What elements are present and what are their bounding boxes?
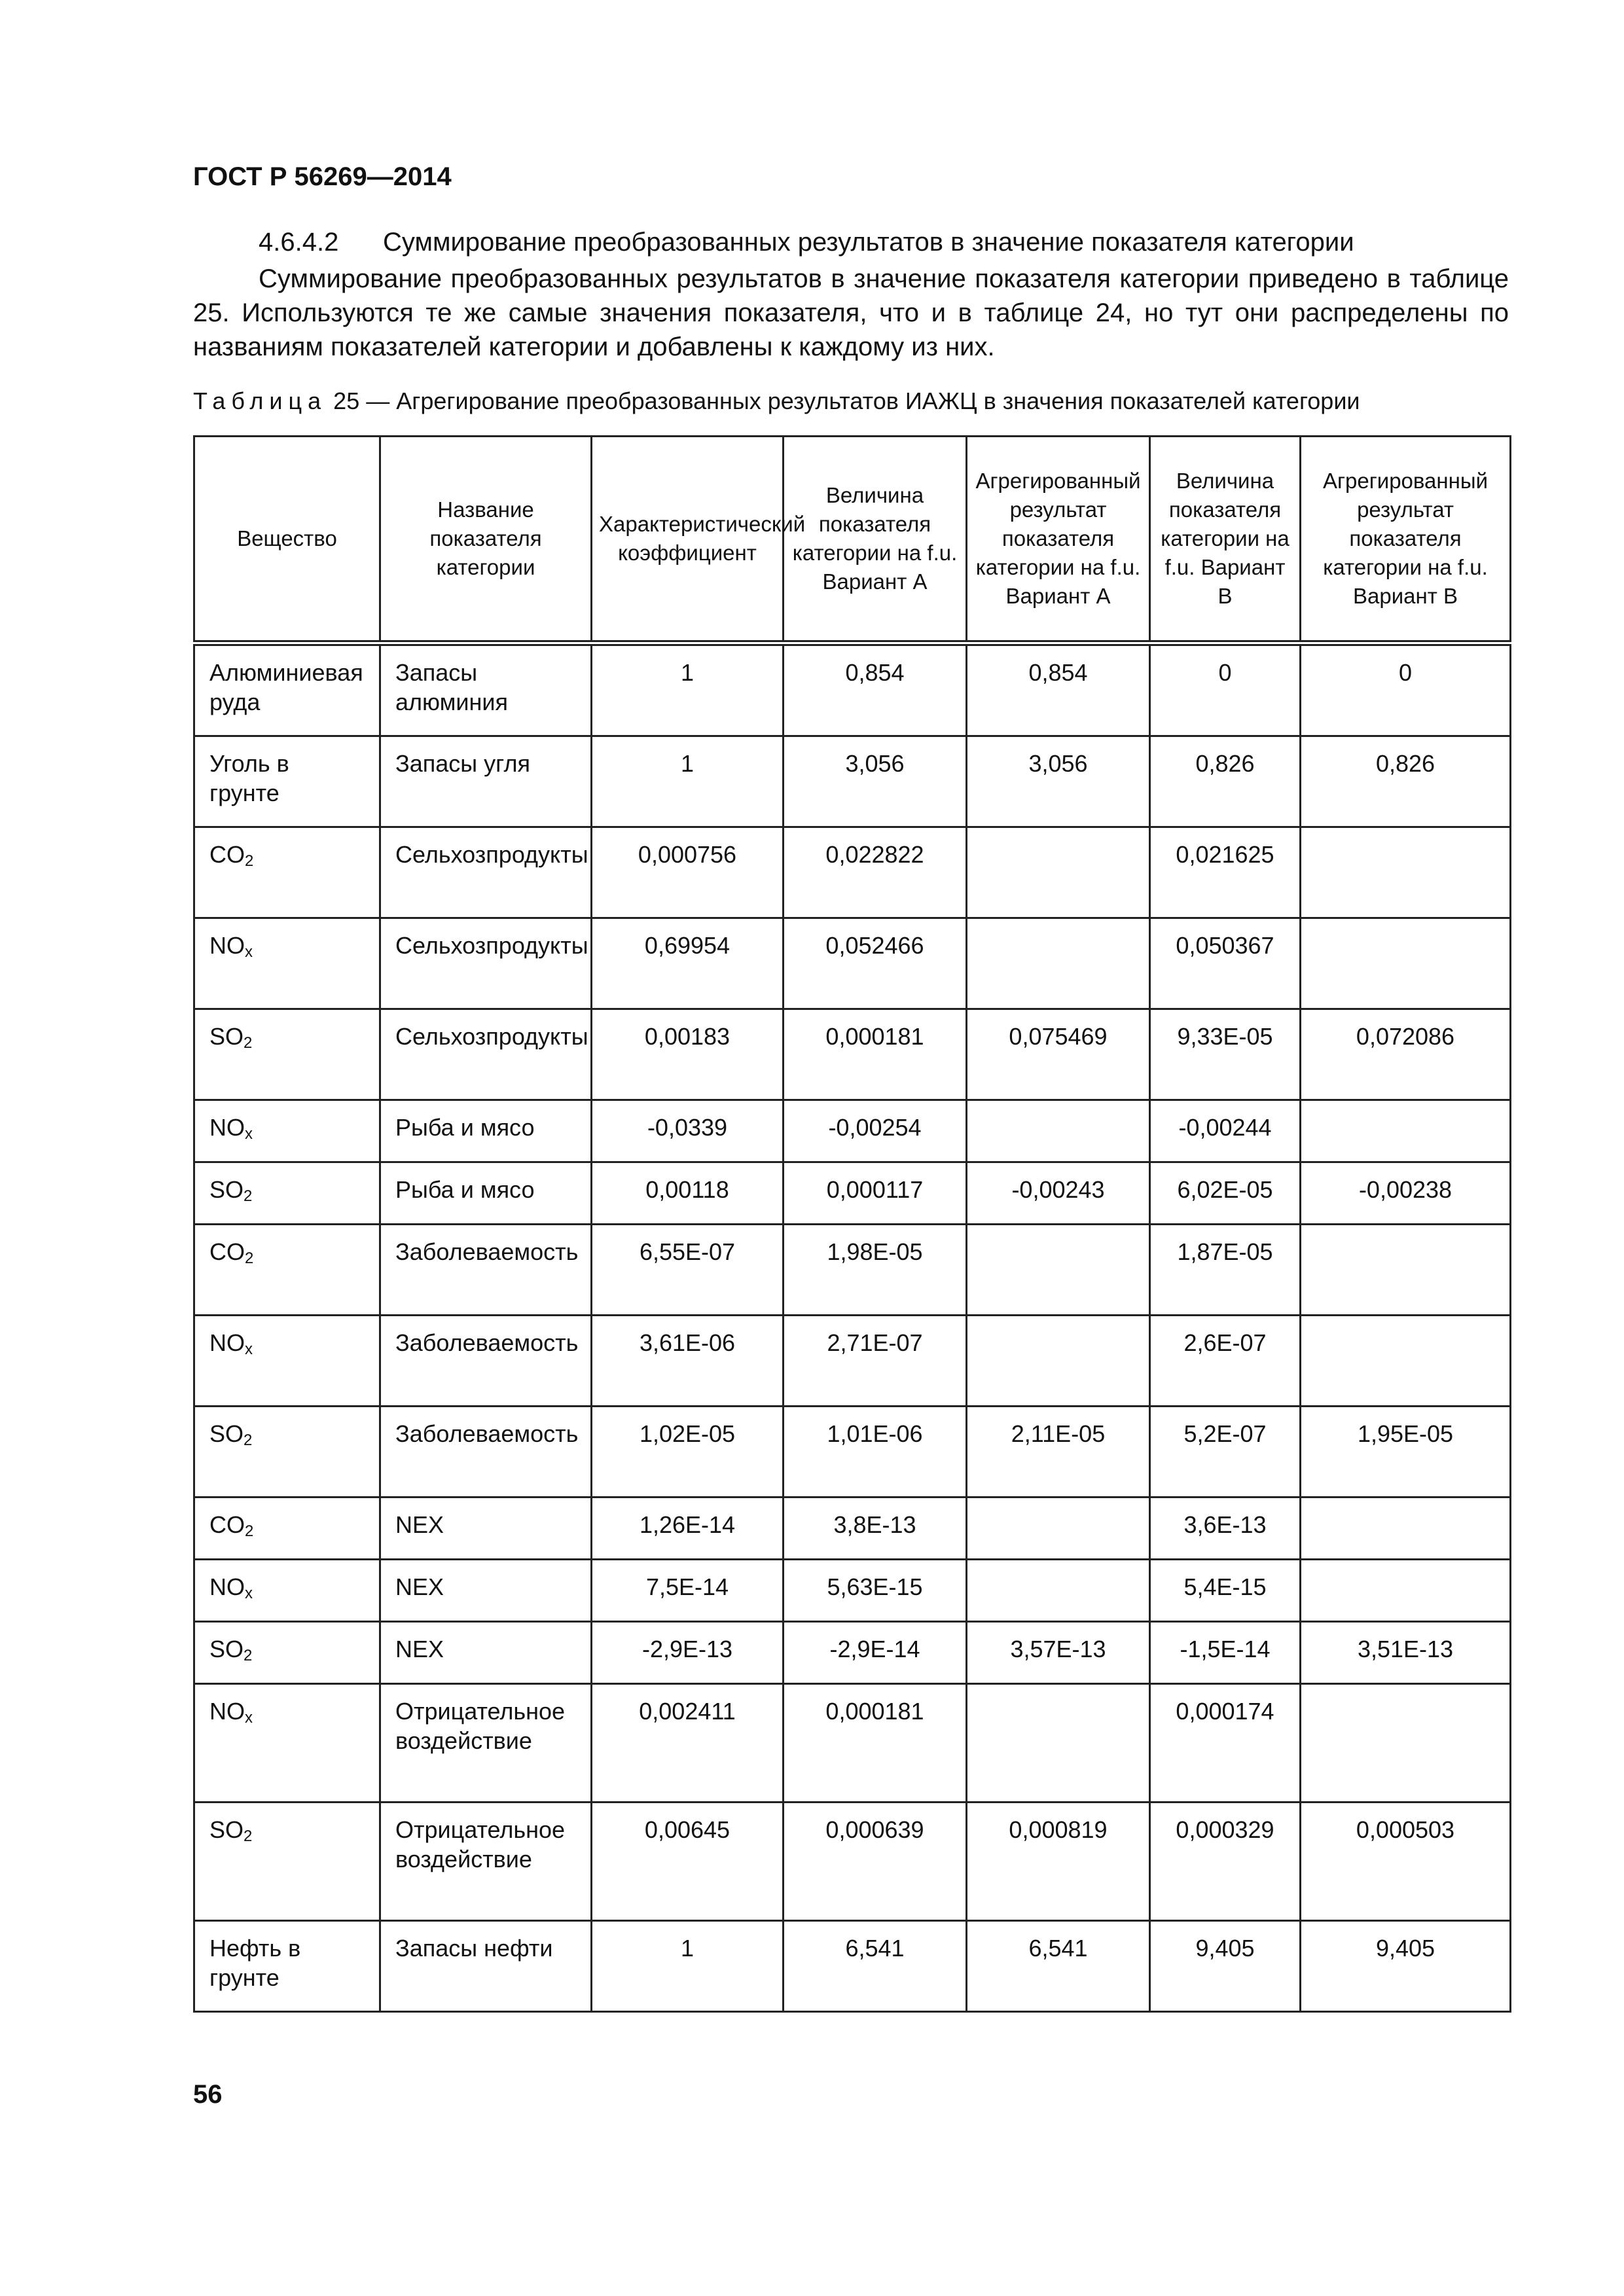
table-row — [194, 736, 1511, 827]
substance-subscript: 2 — [244, 1187, 253, 1205]
cell-substance: Алюминиевая руда — [194, 643, 380, 736]
cell-substance — [194, 1162, 380, 1225]
cell-category: Отрицательное воздействие — [380, 1803, 592, 1921]
cell-coefficient: 1,02E-05 — [592, 1407, 784, 1498]
cell-category: Отрицательное воздействие — [380, 1684, 592, 1803]
cell-coefficient: 1 — [592, 643, 784, 736]
cell-aggregated-b — [1301, 827, 1511, 918]
cell-aggregated-a — [967, 1316, 1150, 1407]
cell-aggregated-b — [1301, 918, 1511, 1009]
cell-value-a: 1,01E-06 — [784, 1407, 967, 1498]
substance-formula: SO — [209, 1023, 244, 1050]
cell-aggregated-a — [967, 1684, 1150, 1803]
table-caption — [193, 387, 1360, 415]
substance-formula: CO — [209, 841, 245, 868]
cell-substance — [194, 918, 380, 1009]
cell-coefficient: 3,61E-06 — [592, 1316, 784, 1407]
cell-category: NEX — [380, 1622, 592, 1684]
substance-formula: SO — [209, 1176, 244, 1203]
cell-coefficient: 0,002411 — [592, 1684, 784, 1803]
cell-aggregated-a: -0,00243 — [967, 1162, 1150, 1225]
substance-subscript: 2 — [245, 852, 254, 870]
cell-substance — [194, 1316, 380, 1407]
cell-substance: Нефть в грунте — [194, 1921, 380, 2012]
table-row — [194, 918, 1511, 1009]
substance-subscript: 2 — [245, 1522, 254, 1540]
table-row — [194, 1225, 1511, 1316]
cell-value-b: -1,5E-14 — [1150, 1622, 1301, 1684]
cell-aggregated-a — [967, 1498, 1150, 1560]
substance-subscript: x — [245, 1340, 253, 1358]
cell-substance — [194, 1684, 380, 1803]
cell-value-b: -0,00244 — [1150, 1100, 1301, 1162]
substance-formula: NO — [209, 1698, 245, 1725]
cell-value-b: 9,405 — [1150, 1921, 1301, 2012]
cell-category: Запасы алюминия — [380, 643, 592, 736]
cell-value-b: 0 — [1150, 643, 1301, 736]
document-code: ГОСТ Р 56269—2014 — [193, 162, 452, 191]
cell-value-a: 0,000181 — [784, 1684, 967, 1803]
cell-coefficient: 7,5E-14 — [592, 1560, 784, 1622]
page-number: 56 — [193, 2080, 223, 2109]
cell-substance — [194, 1407, 380, 1498]
substance-subscript: x — [245, 943, 253, 961]
cell-aggregated-b — [1301, 1100, 1511, 1162]
cell-aggregated-b — [1301, 1684, 1511, 1803]
cell-aggregated-b: 0,072086 — [1301, 1009, 1511, 1100]
cell-coefficient: -2,9E-13 — [592, 1622, 784, 1684]
table-row — [194, 1162, 1511, 1225]
table-row — [194, 1009, 1511, 1100]
cell-aggregated-a — [967, 1560, 1150, 1622]
table-row — [194, 1684, 1511, 1803]
cell-aggregated-b: 9,405 — [1301, 1921, 1511, 2012]
table-caption-label: Таблица — [193, 387, 327, 414]
substance-subscript: x — [245, 1125, 253, 1143]
cell-aggregated-a — [967, 918, 1150, 1009]
cell-category: Запасы угля — [380, 736, 592, 827]
cell-value-b: 0,000174 — [1150, 1684, 1301, 1803]
cell-value-b: 9,33E-05 — [1150, 1009, 1301, 1100]
table-caption-number: 25 — [333, 387, 360, 414]
table-row — [194, 1498, 1511, 1560]
cell-value-a: 0,000117 — [784, 1162, 967, 1225]
header-value-variant-b: Величина показателя категории на f.u. Вариант В — [1150, 437, 1301, 643]
cell-value-a: 0,000639 — [784, 1803, 967, 1921]
table-row — [194, 1407, 1511, 1498]
substance-formula: CO — [209, 1511, 245, 1538]
cell-aggregated-a — [967, 1100, 1150, 1162]
cell-substance — [194, 1622, 380, 1684]
cell-category: Сельхозпродукты — [380, 827, 592, 918]
cell-category: Сельхозпродукты — [380, 918, 592, 1009]
cell-aggregated-b: 0 — [1301, 643, 1511, 736]
cell-aggregated-b — [1301, 1225, 1511, 1316]
substance-formula: NO — [209, 1114, 245, 1141]
results-table — [193, 435, 1511, 2013]
header-substance: Вещество — [194, 437, 380, 643]
cell-value-a: 1,98E-05 — [784, 1225, 967, 1316]
cell-category: Рыба и мясо — [380, 1162, 592, 1225]
cell-coefficient: 0,00645 — [592, 1803, 784, 1921]
cell-substance — [194, 1803, 380, 1921]
cell-value-a: 0,052466 — [784, 918, 967, 1009]
header-aggregated-variant-a: Агрегированный результат показателя категории на f.u. Вариант А — [967, 437, 1150, 643]
cell-value-a: 5,63E-15 — [784, 1560, 967, 1622]
cell-substance — [194, 1225, 380, 1316]
cell-value-b: 0,826 — [1150, 736, 1301, 827]
header-characteristic-coefficient: Характеристический коэффициент — [592, 437, 784, 643]
cell-value-b: 6,02E-05 — [1150, 1162, 1301, 1225]
cell-aggregated-a: 0,000819 — [967, 1803, 1150, 1921]
section-title: Суммирование преобразованных результатов в значение показателя категории — [383, 228, 1354, 257]
substance-formula: NO — [209, 1573, 245, 1600]
header-category-name: Название показателя категории — [380, 437, 592, 643]
cell-value-b: 5,4E-15 — [1150, 1560, 1301, 1622]
substance-formula: NO — [209, 1329, 245, 1356]
substance-subscript: 2 — [245, 1249, 254, 1267]
cell-aggregated-b — [1301, 1498, 1511, 1560]
table-row — [194, 1622, 1511, 1684]
cell-substance — [194, 1498, 380, 1560]
table-row — [194, 1921, 1511, 2012]
substance-subscript: x — [245, 1585, 253, 1602]
cell-value-b: 0,000329 — [1150, 1803, 1301, 1921]
header-aggregated-variant-b: Агрегированный результат показателя категории на f.u. Вариант В — [1301, 437, 1511, 643]
cell-aggregated-a — [967, 1225, 1150, 1316]
cell-aggregated-b — [1301, 1560, 1511, 1622]
cell-category: NEX — [380, 1498, 592, 1560]
cell-value-b: 3,6E-13 — [1150, 1498, 1301, 1560]
cell-aggregated-b: -0,00238 — [1301, 1162, 1511, 1225]
cell-category: Сельхозпродукты — [380, 1009, 592, 1100]
cell-coefficient: -0,0339 — [592, 1100, 784, 1162]
cell-aggregated-b: 0,000503 — [1301, 1803, 1511, 1921]
table-row — [194, 1316, 1511, 1407]
cell-category: NEX — [380, 1560, 592, 1622]
cell-value-a: 0,022822 — [784, 827, 967, 918]
cell-value-b: 0,021625 — [1150, 827, 1301, 918]
cell-substance — [194, 1009, 380, 1100]
header-value-variant-a: Величина показателя категории на f.u. Вариант А — [784, 437, 967, 643]
cell-coefficient: 0,00183 — [592, 1009, 784, 1100]
cell-category: Рыба и мясо — [380, 1100, 592, 1162]
cell-coefficient: 1 — [592, 736, 784, 827]
substance-formula: SO — [209, 1816, 244, 1843]
cell-aggregated-b — [1301, 1316, 1511, 1407]
cell-substance — [194, 1560, 380, 1622]
cell-category: Заболеваемость — [380, 1407, 592, 1498]
cell-category: Заболеваемость — [380, 1225, 592, 1316]
cell-aggregated-a: 0,854 — [967, 643, 1150, 736]
cell-value-b: 5,2E-07 — [1150, 1407, 1301, 1498]
table-row — [194, 1100, 1511, 1162]
cell-coefficient: 1 — [592, 1921, 784, 2012]
cell-substance — [194, 1100, 380, 1162]
table-row — [194, 1803, 1511, 1921]
cell-coefficient: 0,000756 — [592, 827, 784, 918]
cell-value-a: -2,9E-14 — [784, 1622, 967, 1684]
table-row — [194, 1560, 1511, 1622]
cell-value-a: 6,541 — [784, 1921, 967, 2012]
cell-aggregated-a — [967, 827, 1150, 918]
cell-substance — [194, 827, 380, 918]
section-heading — [259, 228, 1354, 257]
substance-subscript: x — [245, 1709, 253, 1727]
cell-aggregated-b: 3,51E-13 — [1301, 1622, 1511, 1684]
cell-aggregated-a: 3,056 — [967, 736, 1150, 827]
substance-subscript: 2 — [244, 1647, 253, 1664]
substance-formula: CO — [209, 1238, 245, 1265]
cell-value-b: 1,87E-05 — [1150, 1225, 1301, 1316]
cell-value-b: 2,6E-07 — [1150, 1316, 1301, 1407]
cell-value-a: 3,8E-13 — [784, 1498, 967, 1560]
body-paragraph: Суммирование преобразованных результатов в значение показателя категории приведено в таблице 25. Используются те же самые значения показателя, что и в таблице 24, но тут они распределены по названиям показателей категории и добавлены к каждому из них. — [193, 264, 1509, 361]
cell-value-a: 0,000181 — [784, 1009, 967, 1100]
cell-value-a: -0,00254 — [784, 1100, 967, 1162]
substance-subscript: 2 — [244, 1827, 253, 1845]
cell-coefficient: 6,55E-07 — [592, 1225, 784, 1316]
cell-value-a: 3,056 — [784, 736, 967, 827]
section-number: 4.6.4.2 — [259, 228, 339, 257]
cell-aggregated-a: 6,541 — [967, 1921, 1150, 2012]
substance-formula: SO — [209, 1420, 244, 1447]
cell-coefficient: 1,26E-14 — [592, 1498, 784, 1560]
cell-value-a: 2,71E-07 — [784, 1316, 967, 1407]
substance-subscript: 2 — [244, 1431, 253, 1449]
substance-subscript: 2 — [244, 1034, 253, 1052]
cell-coefficient: 0,69954 — [592, 918, 784, 1009]
cell-value-a: 0,854 — [784, 643, 967, 736]
cell-coefficient: 0,00118 — [592, 1162, 784, 1225]
table-caption-text: — Агрегирование преобразованных результатов ИАЖЦ в значения показателей категории — [366, 387, 1360, 414]
cell-category: Запасы нефти — [380, 1921, 592, 2012]
cell-category: Заболеваемость — [380, 1316, 592, 1407]
cell-aggregated-a: 2,11E-05 — [967, 1407, 1150, 1498]
cell-substance: Уголь в грунте — [194, 736, 380, 827]
cell-aggregated-b: 1,95E-05 — [1301, 1407, 1511, 1498]
cell-aggregated-b: 0,826 — [1301, 736, 1511, 827]
substance-formula: NO — [209, 932, 245, 959]
cell-aggregated-a: 0,075469 — [967, 1009, 1150, 1100]
table-header-row — [194, 437, 1511, 643]
cell-value-b: 0,050367 — [1150, 918, 1301, 1009]
cell-aggregated-a: 3,57E-13 — [967, 1622, 1150, 1684]
substance-formula: SO — [209, 1636, 244, 1662]
table-row — [194, 827, 1511, 918]
table-row — [194, 643, 1511, 736]
